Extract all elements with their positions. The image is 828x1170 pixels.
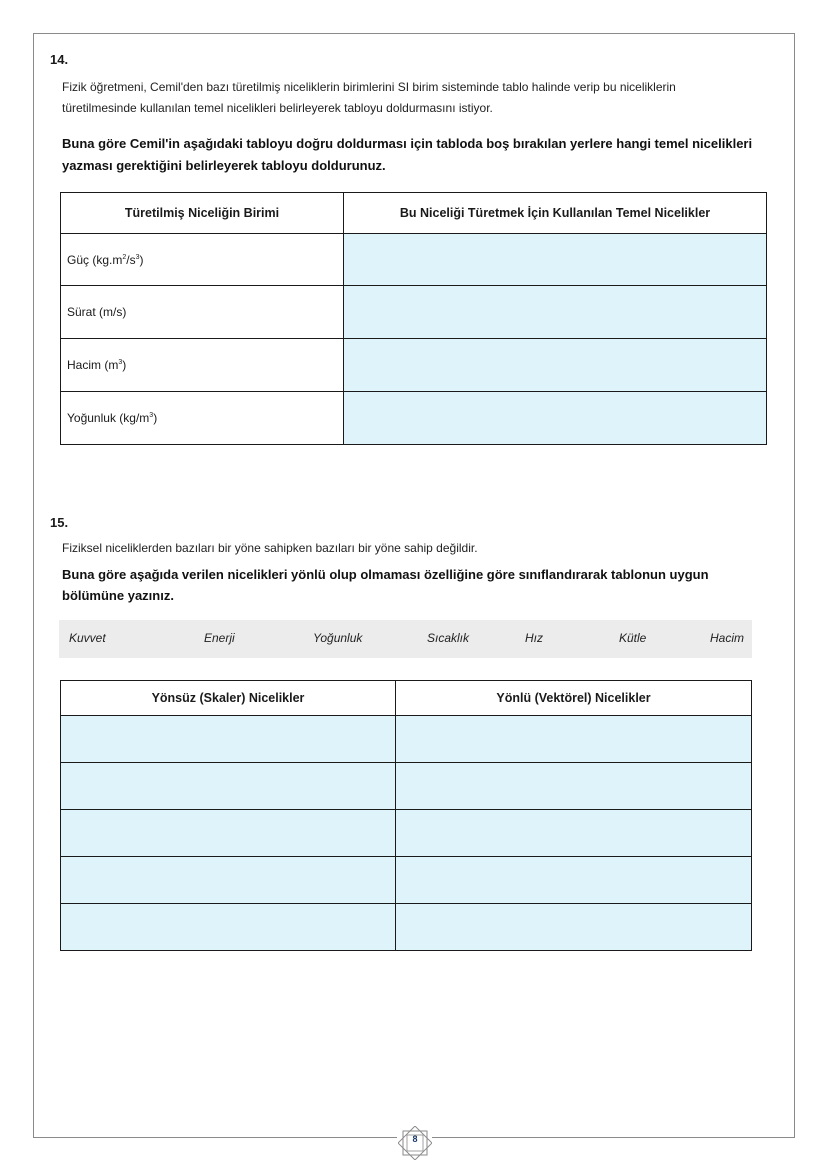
q15-table-row: [61, 716, 752, 763]
q15-table: [60, 680, 752, 951]
q14-answer-cell[interactable]: [344, 339, 767, 392]
q14-row-power: [61, 234, 767, 286]
q15-table-row: [61, 857, 752, 904]
q14-table-header-row: [61, 193, 767, 234]
question-14-number: 14.: [50, 52, 69, 67]
q15-table-row: [61, 810, 752, 857]
q15-scalar-cell[interactable]: [61, 810, 396, 857]
footer-rule-right: [432, 1137, 795, 1138]
q15-table-header-row: [61, 681, 752, 716]
q15-instruction-line1: Buna göre aşağıda verilen nicelikleri yönlü olup olmaması özelliğine göre sınıflandırarak tablonun uygun: [62, 567, 709, 582]
q14-answer-cell[interactable]: [344, 234, 767, 286]
q15-scalar-cell[interactable]: [61, 763, 396, 810]
word-velocity: Hız: [525, 631, 543, 645]
q14-row-label: Sürat (m/s): [61, 286, 344, 339]
word-mass: Kütle: [619, 631, 647, 645]
question-15-number: 15.: [50, 515, 69, 530]
page-number-badge: [398, 1126, 432, 1160]
q15-table-row: [61, 904, 752, 951]
q15-table-row: [61, 763, 752, 810]
q15-scalar-cell[interactable]: [61, 716, 396, 763]
q15-instruction-line2: bölümüne yazınız.: [62, 588, 174, 603]
q14-row-volume: [61, 339, 767, 392]
q15-vector-cell[interactable]: [396, 857, 752, 904]
q14-instruction-line1: Buna göre Cemil'in aşağıdaki tabloyu doğru doldurması için tabloda boş bırakılan yerlere hangi temel nicelikleri: [62, 136, 753, 151]
word-density: Yoğunluk: [313, 631, 363, 645]
q15-vector-cell[interactable]: [396, 904, 752, 951]
q14-header-unit: Türetilmiş Niceliğin Birimi: [61, 193, 344, 234]
word-volume: Hacim: [710, 631, 745, 645]
q15-header-vector: Yönlü (Vektörel) Nicelikler: [396, 681, 752, 716]
q14-answer-cell[interactable]: [344, 286, 767, 339]
word-energy: Enerji: [204, 631, 235, 645]
q14-intro-line2: türetilmesinde kullanılan temel nicelikleri belirleyerek tabloyu doldurmasını istiyor.: [62, 101, 493, 115]
q14-row-label: Yoğunluk $(kg/m^3)$: [61, 392, 344, 445]
q14-answer-cell[interactable]: [344, 392, 767, 445]
q15-vector-cell[interactable]: [396, 810, 752, 857]
q15-header-scalar: Yönsüz (Skaler) Nicelikler: [61, 681, 396, 716]
q14-row-label: Hacim $(m^3)$: [61, 339, 344, 392]
q14-row-label: Güç $(kg.m^2/s^3)$: [61, 234, 344, 286]
page-number: 8: [412, 1134, 418, 1144]
q14-header-fundamental: Bu Niceliği Türetmek İçin Kullanılan Temel Nicelikler: [344, 193, 767, 234]
q14-intro-line1: Fizik öğretmeni, Cemil'den bazı türetilmiş niceliklerin birimlerini SI birim sisteminde tablo halinde verip bu niceliklerin: [62, 80, 676, 94]
q14-instruction-line2: yazması gerektiğini belirleyerek tabloyu doldurunuz.: [62, 158, 386, 173]
word-force: Kuvvet: [69, 631, 106, 645]
quantity-word-bank: [59, 620, 752, 658]
q14-row-density: [61, 392, 767, 445]
q14-table: [60, 192, 767, 445]
q15-intro: Fiziksel niceliklerden bazıları bir yöne sahipken bazıları bir yöne sahip değildir.: [62, 541, 478, 555]
q15-vector-cell[interactable]: [396, 716, 752, 763]
q15-scalar-cell[interactable]: [61, 904, 396, 951]
q15-vector-cell[interactable]: [396, 763, 752, 810]
q15-scalar-cell[interactable]: [61, 857, 396, 904]
footer-rule-left: [33, 1137, 397, 1138]
word-temperature: Sıcaklık: [427, 631, 470, 645]
q14-row-speed: [61, 286, 767, 339]
